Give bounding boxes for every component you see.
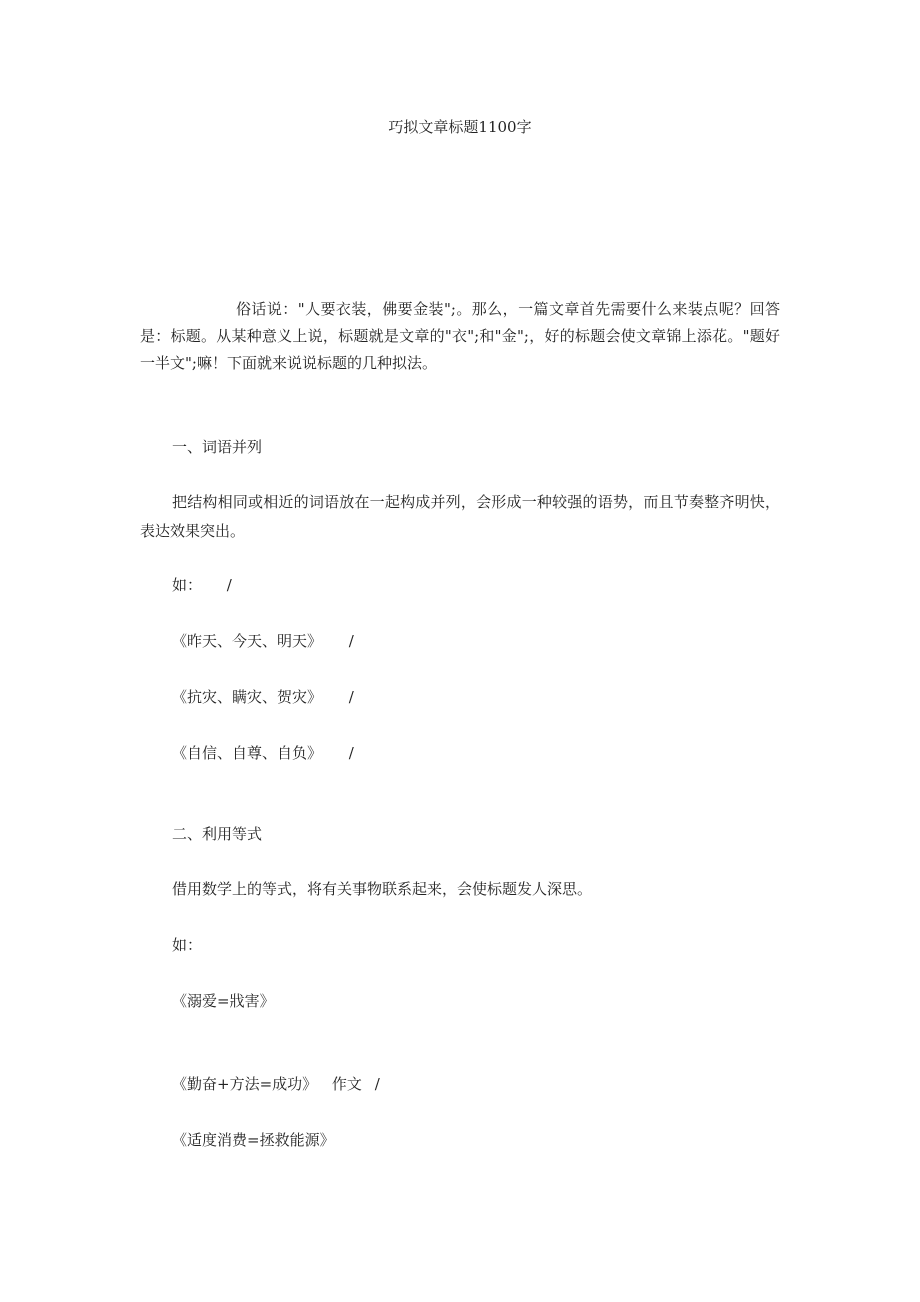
section1-example-1 — [172, 631, 354, 651]
slash-mark: / — [348, 688, 354, 706]
slash-mark: / — [374, 1075, 380, 1093]
section1-example-3 — [172, 743, 354, 763]
section2-example-1: 《溺爱=戕害》 — [172, 992, 275, 1010]
example-suffix: 作文 — [331, 1075, 362, 1093]
section1-example-label — [172, 575, 232, 595]
section1-body: 把结构相同或相近的词语放在一起构成并列，会形成一种较强的语势，而且节奏整齐明快，表达效果突出。 — [140, 493, 780, 540]
section2-heading: 二、利用等式 — [172, 825, 263, 843]
section2-body: 借用数学上的等式，将有关事物联系起来，会使标题发人深思。 — [172, 880, 593, 898]
example-text: 《勤奋+方法=成功》 — [172, 1075, 318, 1093]
slash-mark: / — [226, 576, 232, 594]
section2-example-label: 如： — [172, 936, 203, 954]
slash-mark: / — [348, 632, 354, 650]
intro-paragraph: 俗话说："人要衣装，佛要金装";。那么，一篇文章首先需要什么来装点呢？回答是：标题。从某种意义上说，标题就是文章的"衣";和"金";，好的标题会使文章锦上添花。"题好一半文";嘛！下面就来说说标题的几种拟法。 — [140, 300, 780, 372]
section1-example-2 — [172, 687, 354, 707]
example-text: 《昨天、今天、明天》 — [172, 632, 323, 650]
section1-heading: 一、词语并列 — [172, 438, 263, 456]
section2-example-3: 《适度消费=拯救能源》 — [172, 1131, 335, 1149]
slash-mark: / — [348, 744, 354, 762]
example-text: 《抗灾、瞒灾、贺灾》 — [172, 688, 323, 706]
section2-example-2 — [172, 1074, 380, 1094]
example-text: 《自信、自尊、自负》 — [172, 744, 323, 762]
document-title: 巧拟文章标题1100字 — [388, 118, 532, 136]
example-label-text: 如： — [172, 576, 203, 594]
